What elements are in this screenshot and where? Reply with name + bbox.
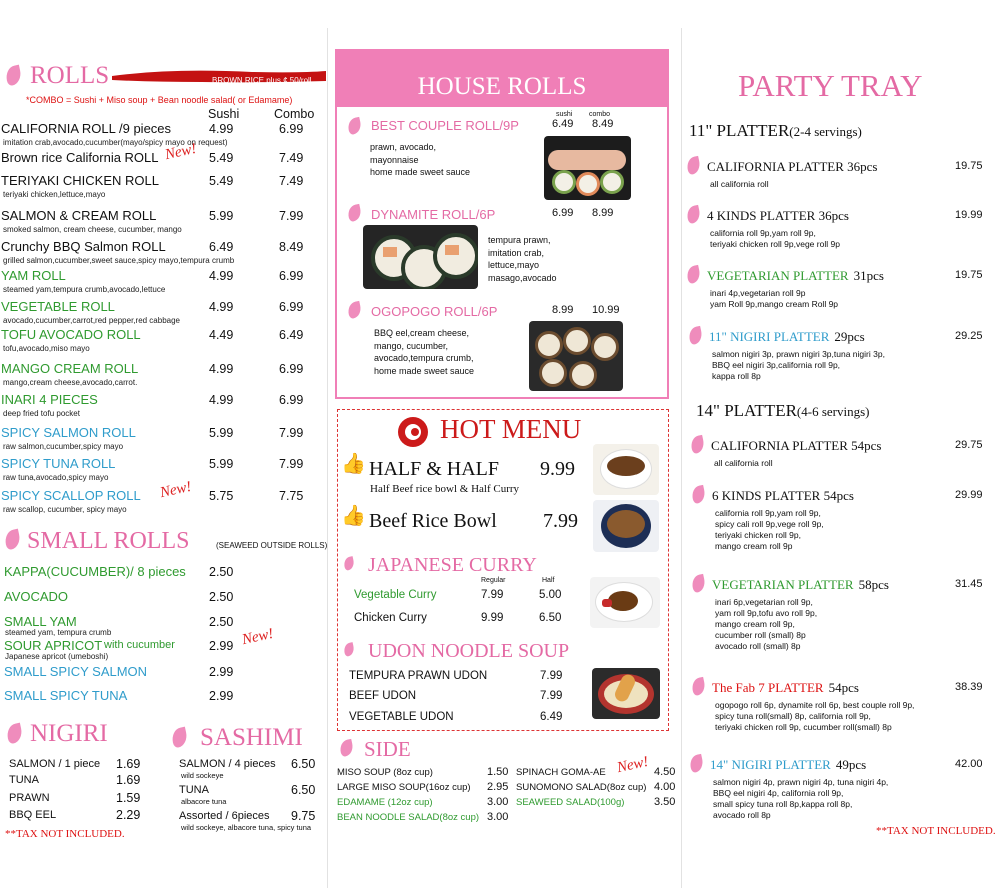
platter-pieces: 31pcs [853,268,884,283]
sakura-petal-icon [338,739,354,757]
platter-description: mango cream roll 9p, [715,619,795,629]
small-roll-description: Japanese apricot (umeboshi) [5,652,109,661]
platter-description: BBQ eel nigiri 3p,california roll 9p, [712,360,841,370]
house-roll-name: DYNAMITE ROLL/6P [371,207,496,222]
side-item-name: SEAWEED SALAD(100g) [516,797,625,808]
house-roll-description: masago,avocado [488,272,557,283]
roll-sushi-price: 4.99 [209,362,234,376]
house-roll-sushi-price: 8.99 [552,304,574,316]
new-badge: New! [615,753,650,777]
house-roll-sushi-price: 6.49 [552,118,574,130]
platter-name-label: 4 KINDS PLATTER 36pcs [707,208,849,223]
platter-description: avocado roll 8p [713,810,771,820]
beef-rice-photo [593,500,659,552]
sakura-petal-icon [685,205,701,224]
platter-price: 29.99 [955,489,983,501]
small-roll-name: SMALL YAM [4,614,77,629]
sashimi-price: 6.50 [291,757,316,771]
thumbs-up-icon: 👍 [341,505,366,527]
column-divider [327,28,328,888]
platter-description: all california roll [714,458,773,468]
platter-description: california roll 9p,yam roll 9p, [715,508,821,518]
small-roll-price: 2.99 [209,665,234,679]
roll-description: raw tuna,avocado,spicy mayo [3,473,109,482]
sakura-petal-icon [687,326,703,345]
roll-sushi-price: 4.99 [209,393,234,407]
platter-pieces: 29pcs [834,329,865,344]
curry-name: Vegetable Curry [354,589,437,601]
roll-name: INARI 4 PIECES [1,392,98,407]
side-item-name: MISO SOUP (8oz cup) [337,767,433,778]
platter-description: inari 6p,vegetarian roll 9p, [715,597,813,607]
sashimi-name: TUNA [179,784,209,796]
roll-description: grilled salmon,cucumber,sweet sauce,spicy mayo,tempura crumb [3,256,235,265]
sashimi-title: SASHIMI [200,724,303,751]
platter-description: ogopogo roll 6p, dynamite roll 6p, best couple roll 9p, [715,700,915,710]
house-roll-description: home made sweet sauce [374,365,475,376]
sashimi-description: albacore tuna [181,797,227,806]
sakura-petal-icon [688,754,704,773]
col-half: Half [542,577,555,584]
half-half-photo [593,444,659,495]
roll-sushi-price: 5.75 [209,489,234,503]
house-roll-name: BEST COUPLE ROLL/9P [371,118,519,133]
ogopogo-roll-photo [529,321,623,391]
roll-combo-price: 6.49 [279,328,304,342]
roll-combo-price: 6.99 [279,122,304,136]
platter-name [712,680,859,696]
udon-title: UDON NOODLE SOUP [368,640,570,662]
curry-regular-price: 7.99 [481,589,504,601]
half-half-name: HALF & HALF [369,458,500,480]
platter-description: spicy cali roll 9p,vege roll 9p, [715,519,824,529]
column-divider [681,28,682,888]
platter-description: teriyaki chicken roll 9p,vege roll 9p [710,239,840,249]
platter11-heading [689,121,862,141]
sakura-petal-icon [4,65,23,87]
platter-name-label: VEGETARIAN PLATTER [712,577,854,592]
half-half-price: 9.99 [540,458,575,480]
roll-name: SPICY SALMON ROLL [1,425,136,440]
platter-name-label: 11" NIGIRI PLATTER [709,329,830,344]
col-combo-small: combo [589,111,611,118]
party-tray-title: PARTY TRAY [738,68,923,103]
roll-combo-price: 7.49 [279,174,304,188]
brown-rice-note: BROWN RICE plus ¢.50/roll [212,76,312,85]
side-item-price: 3.00 [487,811,509,823]
platter-name [707,268,884,284]
platter-description: all california roll [710,179,769,189]
side-item-price: 2.95 [487,781,509,793]
roll-name: Brown rice California ROLL [1,150,159,165]
platter-description: salmon nigiri 4p, prawn nigiri 4p, tuna nigiri 4p, [713,777,889,787]
udon-photo [592,668,660,719]
platter-description: cucumber roll (small) 8p [715,630,806,640]
roll-combo-price: 6.99 [279,393,304,407]
platter11-servings: (2-4 servings) [789,124,862,139]
nigiri-price: 1.69 [116,773,141,787]
platter-pieces: 54pcs [828,680,859,695]
roll-description: deep fried tofu pocket [3,409,80,418]
beef-rice-name: Beef Rice Bowl [369,510,497,532]
platter-name [709,329,865,345]
roll-name: CALIFORNIA ROLL /9 pieces [1,121,172,136]
new-badge: New! [163,140,198,164]
sakura-petal-icon [5,723,24,745]
platter-description: kappa roll 8p [712,371,761,381]
roll-sushi-price: 5.99 [209,209,234,223]
house-roll-combo-price: 8.99 [592,207,614,219]
sashimi-name: SALMON / 4 pieces [179,758,276,770]
platter-description: mango cream roll 9p [715,541,793,551]
house-roll-description: mango, cucumber, [374,340,449,351]
roll-description: teriyaki chicken,lettuce,mayo [3,190,106,199]
house-roll-description: home made sweet sauce [370,167,471,177]
roll-description: smoked salmon, cream cheese, cucumber, mango [3,225,182,234]
platter-price: 38.39 [955,681,983,693]
hot-swirl-icon [396,415,430,449]
curry-half-price: 6.50 [539,612,562,624]
tray-tax-note: **TAX NOT INCLUDED. [876,825,996,837]
platter-price: 19.75 [955,160,983,172]
roll-sushi-price: 4.99 [209,122,234,136]
udon-name: BEEF UDON [349,690,417,702]
roll-name: MANGO CREAM ROLL [1,361,139,376]
sashimi-name: Assorted / 6pieces [179,810,270,822]
sakura-petal-icon [3,529,22,551]
platter-price: 19.75 [955,269,983,281]
thumbs-up-icon: 👍 [341,453,366,475]
side-item-name: LARGE MISO SOUP(16oz cup) [337,782,471,793]
udon-name: VEGETABLE UDON [349,711,454,723]
platter-name-label: 6 KINDS PLATTER 54pcs [712,488,854,503]
roll-description: steamed yam,tempura crumb,avocado,lettuce [3,285,166,294]
sakura-petal-icon [690,574,706,593]
house-roll-combo-price: 8.49 [592,118,614,130]
roll-name: SPICY TUNA ROLL [1,456,116,471]
side-item-price: 3.00 [487,796,509,808]
udon-name: TEMPURA PRAWN UDON [349,670,488,682]
col-sushi: Sushi [208,107,240,121]
platter-description: yam roll 9p,tofu avo roll 9p, [715,608,818,618]
roll-sushi-price: 5.99 [209,426,234,440]
sashimi-price: 9.75 [291,809,316,823]
platter-description: teriyaki chicken roll 9p, cucumber roll(small) 8p [715,722,892,732]
rolls-title: ROLLS [30,62,110,89]
small-roll-name: KAPPA(CUCUMBER)/ 8 pieces [4,564,186,579]
small-rolls-title: SMALL ROLLS [27,528,190,554]
platter-price: 29.25 [955,330,983,342]
col-sushi-small: sushi [556,111,573,118]
nigiri-title: NIGIRI [30,720,108,747]
roll-description: avocado,cucumber,carrot,red pepper,red cabbage [3,316,181,325]
roll-combo-price: 6.99 [279,269,304,283]
platter-name-label: CALIFORNIA PLATTER 54pcs [711,438,882,453]
platter-description: spicy tuna roll(small) 8p, california roll 9p, [715,711,871,721]
roll-description: imitation crab,avocado,cucumber(mayo/spicy mayo on request) [3,138,228,147]
sashimi-description: wild sockeye [181,771,224,780]
roll-name: TOFU AVOCADO ROLL [1,327,141,342]
platter14-heading [696,401,870,421]
roll-combo-price: 7.75 [279,489,304,503]
small-roll-name: SMALL SPICY TUNA [4,688,128,703]
roll-sushi-price: 6.49 [209,240,234,254]
platter-name-label: The Fab 7 PLATTER [712,680,824,695]
udon-price: 7.99 [540,690,563,702]
platter-description: inari 4p,vegetarian roll 9p [710,288,806,298]
roll-name: Crunchy BBQ Salmon ROLL [1,239,166,254]
small-roll-description: steamed yam, tempura crumb [5,628,112,637]
platter-description: california roll 9p,yam roll 9p, [710,228,816,238]
platter-name-label: 14" NIGIRI PLATTER [710,757,831,772]
small-roll-price: 2.99 [209,639,234,653]
platter-name [707,208,849,224]
sakura-petal-icon [689,435,705,454]
nigiri-name: PRAWN [9,792,50,804]
curry-title: JAPANESE CURRY [368,554,537,576]
platter-description: avocado roll (small) 8p [715,641,801,651]
small-roll-price: 2.50 [209,590,234,604]
platter-description: teriyaki chicken roll 9p, [715,530,801,540]
roll-description: raw scallop, cucumber, spicy mayo [3,505,127,514]
new-badge: New! [158,478,193,502]
platter-price: 31.45 [955,578,983,590]
nigiri-name: BBQ EEL [9,809,57,821]
sakura-petal-icon [690,485,706,504]
platter-description: salmon nigiri 3p, prawn nigiri 3p,tuna nigiri 3p, [712,349,885,359]
house-roll-description: imitation crab, [488,247,545,258]
roll-combo-price: 6.99 [279,362,304,376]
platter14-title: 14" PLATTER [696,401,797,420]
platter-price: 42.00 [955,758,983,770]
platter11-title: 11" PLATTER [689,121,790,140]
house-rolls-header [337,51,667,107]
house-roll-description: tempura prawn, [488,235,551,245]
roll-sushi-price: 5.99 [209,457,234,471]
roll-combo-price: 7.49 [279,151,304,165]
nigiri-price: 1.69 [116,757,141,771]
platter-description: BBQ eel nigiri 4p, california roll 9p, [713,788,844,798]
curry-name: Chicken Curry [354,612,427,624]
col-regular: Regular [481,577,506,584]
platter-name-label: VEGETARIAN PLATTER [707,268,849,283]
house-roll-description: prawn, avocado, [370,142,437,152]
combo-note: *COMBO = Sushi + Miso soup + Bean noodle salad( or Edamame) [26,95,293,105]
roll-sushi-price: 4.99 [209,300,234,314]
side-item-price: 3.50 [654,796,676,808]
house-roll-description: BBQ eel,cream cheese, [374,328,470,338]
sashimi-description: wild sockeye, albacore tuna, spicy tuna [181,823,312,832]
side-item-name: SUNOMONO SALAD(8oz cup) [516,782,647,793]
platter-description: small spicy tuna roll 8p,kappa roll 8p, [713,799,853,809]
nigiri-price: 2.29 [116,808,141,822]
platter-price: 29.75 [955,439,983,451]
roll-sushi-price: 5.49 [209,174,234,188]
small-roll-price: 2.50 [209,565,234,579]
roll-name: TERIYAKI CHICKEN ROLL [1,173,159,188]
side-item-price: 4.00 [654,781,676,793]
roll-combo-price: 7.99 [279,209,304,223]
udon-price: 6.49 [540,711,563,723]
side-title: SIDE [364,737,411,761]
curry-half-price: 5.00 [539,589,562,601]
sakura-petal-icon [170,727,189,749]
platter-name [712,577,889,593]
half-half-sub: Half Beef rice bowl & Half Curry [370,483,520,495]
small-roll-name: SOUR APRICOT [4,638,103,653]
nigiri-price: 1.59 [116,791,141,805]
roll-combo-price: 6.99 [279,300,304,314]
roll-sushi-price: 4.99 [209,269,234,283]
curry-photo [590,577,660,628]
nigiri-name: TUNA [9,774,39,786]
nigiri-name: SALMON / 1 piece [9,758,101,770]
side-item-name: BEAN NOODLE SALAD(8oz cup) [337,812,480,823]
curry-regular-price: 9.99 [481,612,504,624]
house-roll-combo-price: 10.99 [592,304,620,316]
sakura-petal-icon [685,156,701,175]
platter-name [710,757,866,773]
house-roll-sushi-price: 6.99 [552,207,574,219]
house-roll-description: mayonnaise [370,154,419,165]
small-roll-price: 2.50 [209,615,234,629]
hot-menu-title: HOT MENU [440,414,582,444]
house-roll-description: lettuce,mayo [488,260,540,270]
side-item-price: 1.50 [487,766,509,778]
roll-sushi-price: 5.49 [209,151,234,165]
house-rolls-title: HOUSE ROLLS [417,73,587,100]
tax-note: **TAX NOT INCLUDED. [5,828,125,840]
platter14-servings: (4-6 servings) [796,404,870,419]
roll-combo-price: 7.99 [279,457,304,471]
platter-price: 19.99 [955,209,983,221]
roll-combo-price: 7.99 [279,426,304,440]
small-roll-name: SMALL SPICY SALMON [4,664,148,679]
platter-pieces: 58pcs [858,577,889,592]
roll-name: SALMON & CREAM ROLL [1,208,157,223]
side-item-price: 4.50 [654,766,676,778]
sakura-petal-icon [685,265,701,284]
roll-name: YAM ROLL [1,268,66,283]
dynamite-roll-photo [363,225,478,289]
new-badge: New! [240,625,275,649]
house-roll-name: OGOPOGO ROLL/6P [371,304,498,319]
col-combo: Combo [274,107,315,121]
roll-description: mango,cream cheese,avocado,carrot. [3,378,138,387]
small-roll-name: AVOCADO [4,589,69,604]
beef-rice-price: 7.99 [543,510,578,532]
best-couple-roll-photo [544,136,631,200]
platter-description: yam Roll 9p,mango cream Roll 9p [710,299,839,309]
small-roll-price: 2.99 [209,689,234,703]
roll-sushi-price: 4.49 [209,328,234,342]
side-item-name: EDAMAME (12oz cup) [337,797,433,808]
platter-name [707,159,877,175]
small-rolls-note: (SEAWEED OUTSIDE ROLLS) [216,541,328,550]
small-roll-extra: with cucumber [104,639,175,651]
roll-description: tofu,avocado,miso mayo [3,344,90,353]
house-roll-description: avocado,tempura crumb, [374,353,474,363]
roll-combo-price: 8.49 [279,240,304,254]
side-item-name: SPINACH GOMA-AE [516,767,606,778]
platter-name [712,488,854,504]
roll-name: SPICY SCALLOP ROLL [1,488,141,503]
roll-name: VEGETABLE ROLL [1,299,115,314]
sashimi-price: 6.50 [291,783,316,797]
roll-description: raw salmon,cucumber,spicy mayo [3,442,124,451]
sakura-petal-icon [690,677,706,696]
udon-price: 7.99 [540,670,563,682]
platter-pieces: 49pcs [835,757,867,772]
platter-name [711,438,881,454]
platter-name-label: CALIFORNIA PLATTER 36pcs [707,159,878,174]
